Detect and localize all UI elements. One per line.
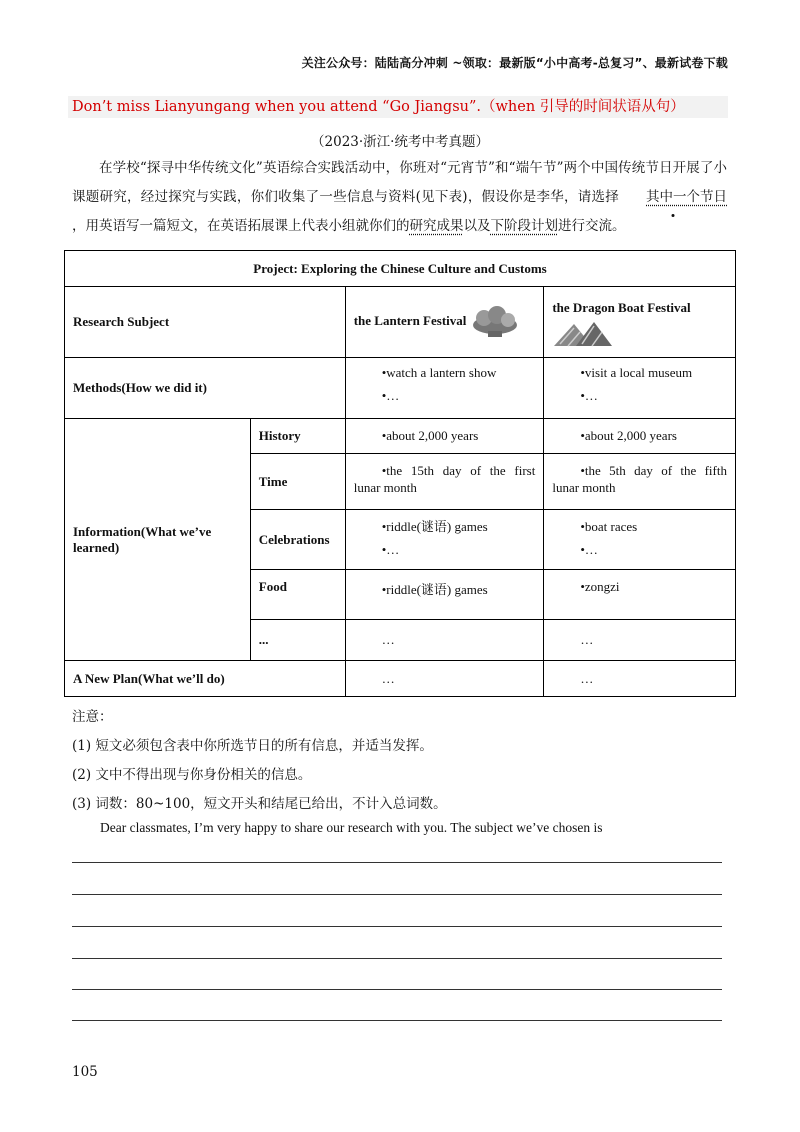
celebrations-lantern-2: •… [381, 542, 400, 557]
project-table [64, 250, 736, 697]
food-dragon-text: •zongzi [580, 579, 620, 594]
essay-opening: Dear classmates, I’m very happy to share our research with you. The subject we’ve chosen is [100, 820, 603, 835]
emphasis-festival-choice: 其中一个节日 [619, 183, 727, 212]
food-dragon [544, 570, 736, 620]
food-label: Food [250, 570, 345, 620]
table-title: Project: Exploring the Chinese Culture and Customs [65, 251, 736, 287]
exam-source: （2023·浙江·统考中考真题） [311, 134, 489, 150]
more-lantern-text: … [381, 632, 395, 647]
food-lantern-text: •riddle(谜语) games [381, 582, 488, 597]
celebrations-lantern [345, 510, 544, 570]
plan-lantern-text: … [381, 670, 395, 686]
zongzi-icon [552, 324, 614, 339]
page-number: 105 [72, 1064, 98, 1080]
time-dragon: •the 5th day of the fifth lunar month [544, 454, 736, 510]
plan-lantern [345, 661, 544, 697]
new-plan-label: A New Plan(What we’ll do) [65, 661, 346, 697]
lantern-festival-name: the Lantern Festival [353, 312, 467, 328]
celebrations-lantern-1: •riddle(谜语) games [381, 519, 488, 534]
food-lantern [345, 570, 544, 620]
methods-label: Methods(How we did it) [65, 358, 346, 419]
lantern-festival-cell [345, 287, 544, 358]
note-1: (1) 短文必须包含表中你所选节日的所有信息，并适当发挥。 [72, 738, 433, 754]
plan-dragon [544, 661, 736, 697]
intro-text-2: ，用英语写一篇短文，在英语拓展课上代表小组就你们的 [72, 218, 410, 234]
time-label: Time [250, 454, 345, 510]
topic-heading: Don’t miss Lianyungang when you attend “Go Jiangsu”.（when 引导的时间状语从句） [68, 96, 728, 118]
writing-line[interactable] [72, 958, 722, 959]
history-lantern [345, 419, 544, 454]
methods-lantern-2: •… [381, 388, 400, 403]
writing-line[interactable] [72, 894, 722, 895]
history-lantern-text: •about 2,000 years [381, 428, 479, 443]
dragon-boat-festival-cell [544, 287, 736, 358]
note-3: (3) 词数：80~100，短文开头和结尾已给出，不计入总词数。 [72, 796, 447, 812]
celebrations-label: Celebrations [250, 510, 345, 570]
intro-text-3: 以及 [463, 218, 491, 234]
plan-dragon-text: … [580, 670, 594, 686]
dragon-boat-festival-name: the Dragon Boat Festival [552, 300, 691, 315]
more-dragon-text: … [580, 632, 594, 647]
notes-title: 注意： [72, 709, 113, 725]
note-2: (2) 文中不得出现与你身份相关的信息。 [72, 767, 312, 783]
intro-text-4: 进行交流。 [558, 218, 626, 234]
more-lantern [345, 620, 544, 661]
methods-lantern [345, 358, 544, 419]
history-dragon [544, 419, 736, 454]
emphasis-results: 研究成果 [409, 218, 464, 234]
emphasis-next-plan: 下阶段计划 [490, 218, 558, 234]
writing-line[interactable] [72, 862, 722, 863]
history-dragon-text: •about 2,000 years [580, 428, 677, 443]
task-instructions [72, 154, 727, 241]
notes-section [72, 703, 447, 819]
methods-dragon [544, 358, 736, 419]
research-subject-label: Research Subject [65, 287, 346, 358]
page-header: 关注公众号：陆陆高分冲刺 ~领取：最新版“小中高考-总复习”、最新试卷下载 [301, 56, 728, 70]
writing-line[interactable] [72, 1020, 722, 1021]
time-lantern: •the 15th day of the first lunar month [345, 454, 544, 510]
more-label: ... [250, 620, 345, 661]
celebrations-dragon-2: •… [580, 542, 598, 557]
information-label: Information(What we’ve learned) [65, 419, 251, 661]
celebrations-dragon [544, 510, 736, 570]
history-label: History [250, 419, 345, 454]
more-dragon [544, 620, 736, 661]
celebrations-dragon-1: •boat races [580, 519, 638, 534]
writing-line[interactable] [72, 989, 722, 990]
writing-line[interactable] [72, 926, 722, 927]
tangyuan-bowl-icon [470, 313, 520, 328]
intro-text-1: 在学校“探寻中华传统文化”英语综合实践活动中，你班对“元宵节”和“端午节”两个中国传统节日开展了小课题研究，经过探究与实践，你们收集了一些信息与资料(见下表)，假设你是李华，请选择 [72, 160, 727, 205]
methods-dragon-1: •visit a local museum [580, 365, 693, 380]
methods-lantern-1: •watch a lantern show [381, 365, 497, 380]
methods-dragon-2: •… [580, 388, 598, 403]
